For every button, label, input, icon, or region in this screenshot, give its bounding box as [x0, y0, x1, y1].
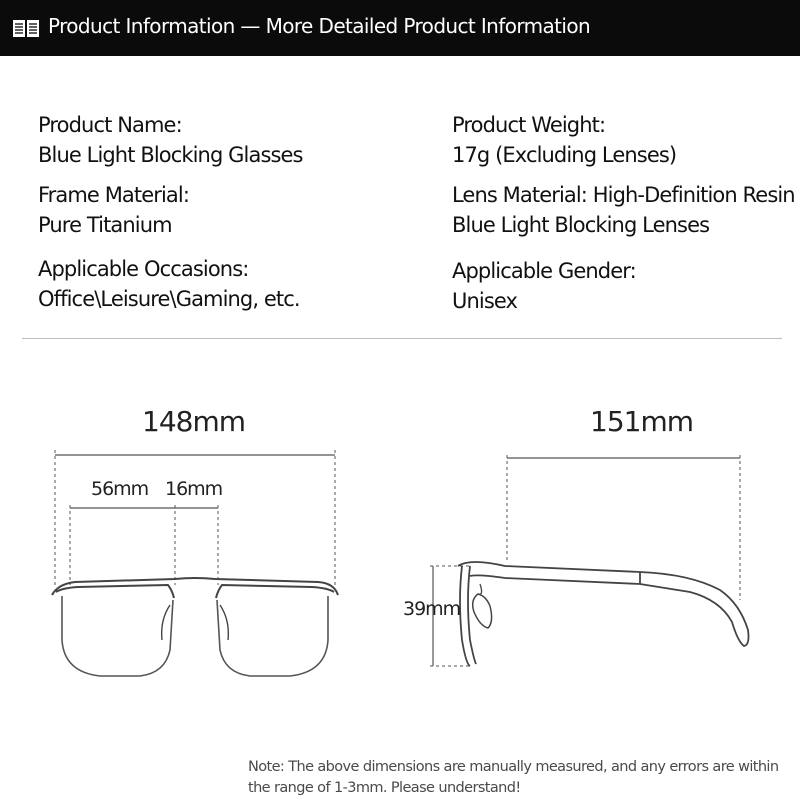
- spec-label: Applicable Gender:: [452, 259, 636, 283]
- spec-label: Product Name:: [38, 113, 182, 137]
- spec-value: 17g (Excluding Lenses): [452, 143, 677, 167]
- lens-height-label: 39mm: [403, 598, 461, 620]
- glasses-side-view: [458, 562, 749, 666]
- spec-value: Office\Leisure\Gaming, etc.: [38, 287, 300, 311]
- lens-width-label: 56mm: [91, 478, 149, 500]
- spec-label: Applicable Occasions:: [38, 257, 249, 281]
- frame-width-label: 148mm: [142, 405, 245, 438]
- note-line-2: the range of 1-3mm. Please understand!: [248, 780, 521, 796]
- spec-value: Blue Light Blocking Lenses: [452, 213, 710, 237]
- spec-label: Frame Material:: [38, 183, 189, 207]
- spec-value: Unisex: [452, 289, 518, 313]
- spec-value: Blue Light Blocking Glasses: [38, 143, 303, 167]
- bridge-width-label: 16mm: [165, 478, 223, 500]
- spec-label: Lens Material: High-Definition Resin: [452, 183, 795, 207]
- header-title: Product Information — More Detailed Product Information: [48, 14, 591, 38]
- note-line-1: Note: The above dimensions are manually measured, and any errors are within: [248, 759, 779, 775]
- spec-value: Pure Titanium: [38, 213, 172, 237]
- spec-label: Product Weight:: [452, 113, 606, 137]
- temple-length-label: 151mm: [590, 405, 693, 438]
- measurement-note: [248, 757, 778, 799]
- glasses-front-view: [52, 578, 338, 676]
